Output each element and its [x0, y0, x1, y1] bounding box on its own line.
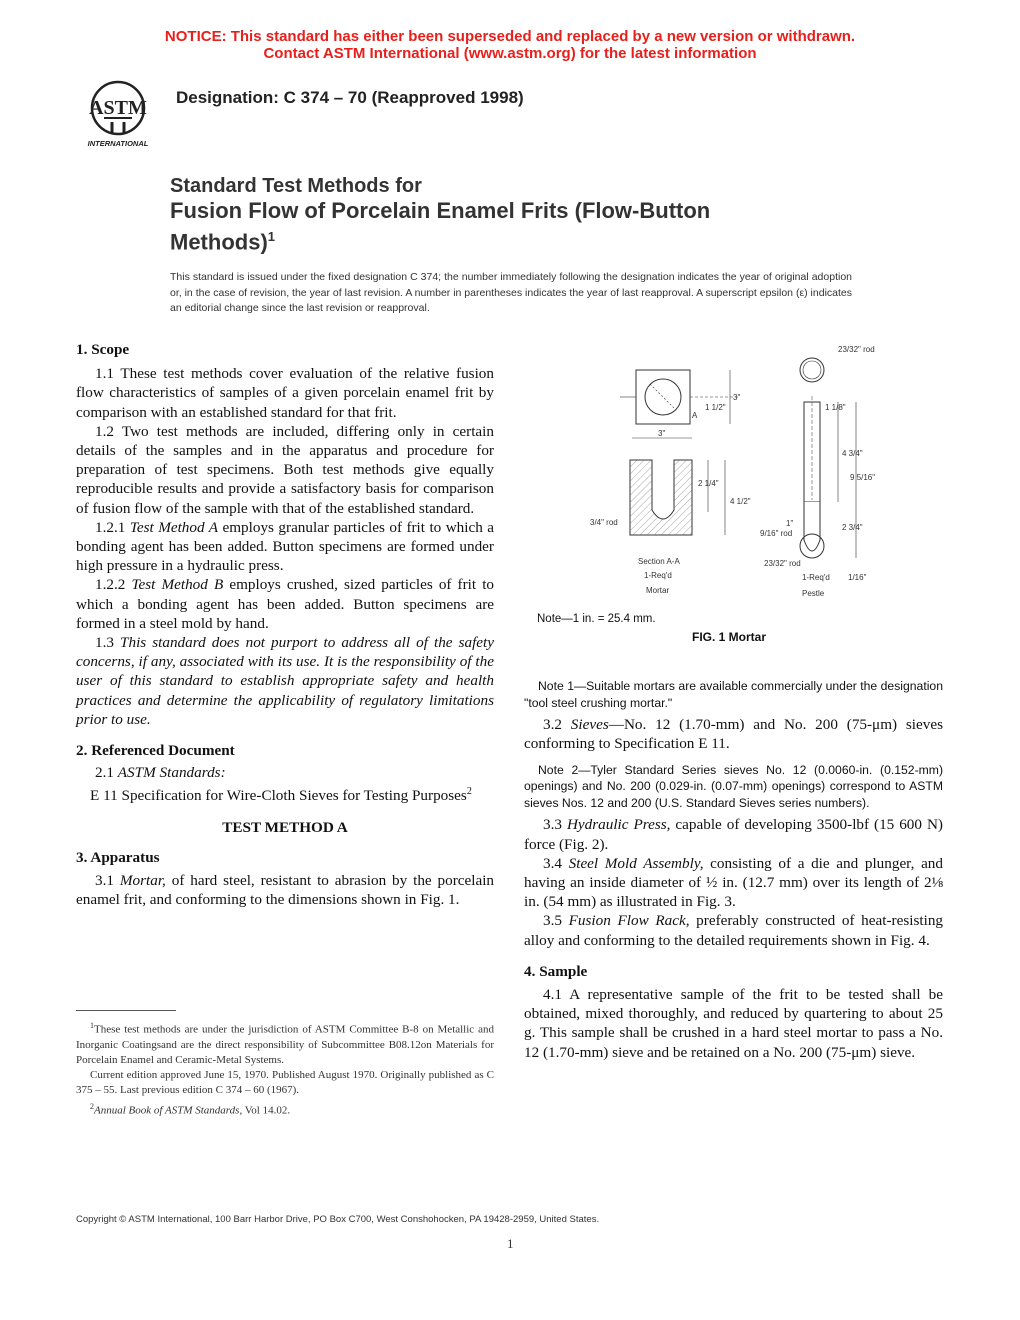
section-label-a: A	[692, 411, 698, 420]
dim-3-top: 3"	[733, 393, 741, 402]
copyright: Copyright © ASTM International, 100 Barr Harbor Drive, PO Box C700, West Conshohocken, PA 19428-2959, United States.	[76, 1214, 600, 1225]
notice-line-2: Contact ASTM International (www.astm.org) for the latest information	[263, 45, 757, 62]
issued-statement: This standard is issued under the fixed designation C 374; the number immediately following the designation indicates the year of original adoption or, in the case of revision, the year of last revision. A number in parentheses indicates the year of last reapproval. A superscript epsilon (ε) indicates an editorial change since the last revision or reapproval.	[170, 271, 852, 314]
document-title	[170, 174, 810, 255]
note-1: Note 1—Suitable mortars are available commercially under the designation "tool steel crushing mortar."	[524, 679, 943, 710]
rod-23-32-low: 23/32" rod	[764, 559, 801, 568]
notice-banner	[0, 28, 1020, 62]
section-sample-heading: 4. Sample	[524, 962, 588, 980]
footnote-2: $^2$Annual Book of ASTM Standards, Vol 14.02.	[90, 1101, 291, 1117]
mortar-label: Mortar	[646, 586, 670, 595]
para-1-2: 1.2 Two test methods are included, differing only in certain details of the samples and in the apparatus and procedure for preparation of test specimens. Both test methods give equally reproducible results and provide a satisfactory basis for comparison of fusion flow of the sample with that of the established standard.	[76, 422, 494, 517]
ref-e11: E 11 Specification for Wire-Cloth Sieves for Testing Purposes$^2$	[90, 786, 472, 805]
notice-line-1: NOTICE: This standard has either been superseded and replaced by a new version or withdrawn.	[164, 28, 856, 45]
dim-1-16: 1/16"	[848, 573, 867, 582]
section-referenced-heading: 2. Referenced Document	[76, 742, 235, 760]
test-method-a-heading: TEST METHOD A	[222, 818, 348, 836]
rod-23-32-top: 23/32" rod	[838, 345, 875, 354]
dim-9-5-16: 9 5/16"	[850, 473, 876, 482]
dim-3-section: 3"	[658, 429, 666, 438]
title-line-1: Standard Test Methods for	[170, 175, 422, 197]
right-column	[524, 678, 943, 1062]
para-3-4: 3.4 Steel Mold Assembly, consisting of a die and plunger, and having an inside diameter of ½ in. (12.7 mm) over its length of 2⅛ in. (54 mm) as illustrated in Fig. 3.	[524, 854, 943, 911]
pestle-label: Pestle	[802, 589, 825, 598]
title-line-2: Fusion Flow of Porcelain Enamel Frits (Flow-Button	[170, 198, 711, 223]
mortar-top-view	[636, 370, 690, 424]
para-4-1: 4.1 A representative sample of the frit to be tested shall be obtained, mixed thoroughly, and reduced by quartering to about 25 g. This sample shall be crushed in a hard steel mortar to pass a No. 12 (1.70-mm) sieve and be retained on a No. 200 (75-μm) sieve.	[524, 986, 943, 1061]
para-1-1: 1.1 These test methods cover evaluation of the relative fusion flow characteristics of samples of a given porcelain enamel frit by comparison with an established standard for that frit.	[76, 365, 494, 421]
para-3-2: 3.2 Sieves—No. 12 (1.70-mm) and No. 200 (75-μm) sieves conforming to Specification E 11.	[524, 716, 943, 753]
para-3-5: 3.5 Fusion Flow Rack, preferably constructed of heat-resisting alloy and conforming to the detailed requirements shown in Fig. 4.	[524, 912, 944, 949]
figure-1-mortar-drawing	[580, 340, 880, 602]
astm-logo	[74, 78, 162, 148]
page-number: 1	[507, 1236, 514, 1251]
footnotes	[76, 1018, 494, 1119]
left-column	[76, 340, 494, 910]
pestle-lower-shaft	[804, 502, 820, 551]
designation: Designation: C 374 – 70 (Reapproved 1998)	[176, 88, 524, 107]
para-1-2-1: 1.2.1 Test Method A employs granular particles of frit to which a bonding agent has been added. Button specimens are formed under high pressure in a hydraulic press.	[76, 518, 495, 575]
footnote-1: $^1$These test methods are under the jurisdiction of ASTM Committee B-8 on Metallic and Inorganic Coatingsand are the direct responsibility of Subcommittee B08.12on Materials for Porcelain Enamel and Ceramic-Metal Systems.	[76, 1021, 494, 1067]
para-1-3: 1.3 This standard does not purport to address all of the safety concerns, if any, associated with its use. It is the responsibility of the user of this standard to establish appropriate safety and health practices and determine the applicability of regulatory limitations prior to use.	[76, 634, 495, 728]
para-1-2-2: 1.2.2 Test Method B employs crushed, sized particles of frit to which a bonding agent has been added. Button specimens are formed in a steel mold by hand.	[76, 576, 495, 632]
para-3-1: 3.1 Mortar, of hard steel, resistant to abrasion by the porcelain enamel frit, and conforming to the dimensions shown in Fig. 1.	[76, 872, 495, 909]
rod-3-4: 3/4" rod	[590, 518, 618, 527]
dim-1-half: 1 1/2"	[705, 403, 726, 412]
footnote-rule	[76, 1010, 176, 1011]
title-footnote-ref: 1	[267, 229, 275, 244]
logo-text: ASTM	[89, 97, 147, 119]
dim-2-quarter: 2 1/4"	[698, 479, 719, 488]
footnote-1b: Current edition approved June 15, 1970. Published August 1970. Originally published as C 375 – 55. Last previous edition C 374 – 60 (1967).	[76, 1069, 494, 1097]
dim-2-three-quarters: 2 3/4"	[842, 523, 863, 532]
pestle-req-label: 1-Req'd	[802, 573, 830, 582]
rod-9-16: 9/16" rod	[760, 529, 793, 538]
pestle-top-view	[800, 358, 824, 382]
mortar-req-label: 1-Req'd	[644, 571, 672, 580]
dim-1-eighth: 1 1/8"	[825, 403, 846, 412]
dim-4-half: 4 1/2"	[730, 497, 751, 506]
note-2: Note 2—Tyler Standard Series sieves No. 12 (0.0060-in. (0.152-mm) openings) and No. 200 (0.029-in. (0.07-mm) openings) correspond to ASTM sieves Nos. 12 and 200 (U.S. Standard Sieves series numbers).	[524, 762, 943, 810]
para-2-1: 2.1 ASTM Standards:	[95, 764, 226, 782]
section-apparatus-heading: 3. Apparatus	[76, 848, 160, 866]
title-line-3: Methods)$^1$	[170, 229, 275, 255]
figure-caption: FIG. 1 Mortar	[692, 630, 767, 644]
dim-1-inch: 1"	[786, 519, 794, 528]
section-aa-label: Section A-A	[638, 557, 680, 566]
dim-4-three-quarters: 4 3/4"	[842, 449, 863, 458]
logo-subtext: INTERNATIONAL	[87, 139, 149, 148]
figure-note: Note—1 in. = 25.4 mm.	[537, 613, 656, 625]
para-3-3: 3.3 Hydraulic Press, capable of developing 3500-lbf (15 600 N) force (Fig. 2).	[524, 816, 943, 853]
section-scope-heading: 1. Scope	[76, 341, 130, 358]
